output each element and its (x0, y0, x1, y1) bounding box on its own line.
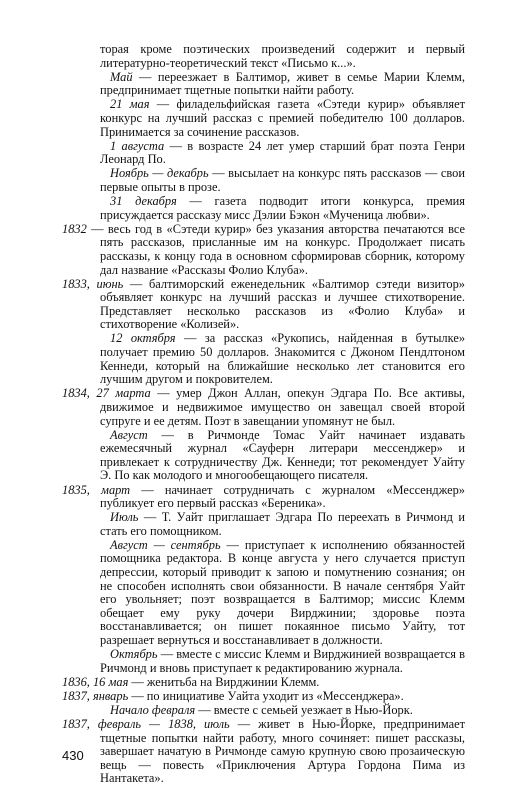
entry-text: — филадельфийская газета «Сэтеди курир» объявляет конкурс на лучший рассказ с премией победителю 100 долларов. Принимается за сочинение рассказов. (100, 97, 465, 139)
chronology-paragraph (100, 140, 465, 167)
chronology-entry (62, 690, 465, 704)
entry-text: — начинает сотрудничать с журналом «Мессенджер» публикует его первый рассказ «Береника». (100, 482, 465, 511)
entry-date: 1 августа (110, 138, 165, 153)
entry-text: — газета подводит итоги конкурса, премия присуждается рассказу мисс Дэлии Бэкон «Мученица любви». (100, 194, 465, 222)
entry-date: Ноябрь — декабрь (110, 166, 209, 181)
entry-date: 1832 (62, 221, 87, 236)
entry-date: 12 октября (110, 331, 176, 346)
chronology-paragraph (100, 704, 465, 718)
entry-date: Начало февраля (110, 703, 196, 717)
entry-date: 1833, июнь (62, 276, 124, 291)
entry-text: — в Ричмонде Томас Уайт начинает издавать ежемесячный журнал «Сауферн литерари мессенджер» и привлекает к сотрудничеству Дж. Кеннеди; тот рекомендует Уайту Э. По как молодого и многообещающего писателя. (100, 427, 465, 483)
entry-text: — живет в Нью-Йорке, предпринимает тщетные попытки найти работу, много сочиняет: пишет рассказы, завершает начатую в Ричмонде самую крупную свою прозаическую вещь — повесть «Приключения Артура Гордона Пима из Нантакета». (100, 717, 465, 786)
chronology-paragraph (100, 332, 465, 386)
entry-date: Август (110, 427, 148, 442)
chronology-entry (62, 387, 465, 428)
chronology-paragraph (100, 167, 465, 194)
chronology-entry (62, 484, 465, 511)
entry-date: 1837, февраль — 1838, июль (62, 717, 230, 732)
chronology-paragraph (100, 511, 465, 538)
entry-date: 21 мая (110, 97, 150, 112)
chronology-paragraph (100, 71, 465, 98)
chronology-paragraph (100, 195, 465, 222)
entry-text: — высылает на конкурс пять рассказов — свои первые опыты в прозе. (100, 166, 465, 194)
chronology-entry (62, 718, 465, 786)
entry-text: — по инициативе Уайта уходит из «Мессенджера». (128, 688, 404, 703)
entry-text: — приступает к исполнению обязанностей помощника редактора. В конце августа у него случается приступ депрессии, который приводит к запою и помутнению сознания; он не способен исполнять свои обязанности. В начале сентября Уайт его увольняет; поэт возвращается в Балтимор; миссис Клемм обещает ему руку дочери Вирджинии; здоровье поэта восстанавливается; он пишет покаянное письмо Уайту, тот разрешает вернуться и восстанавливает в должности. (100, 537, 465, 648)
chronology-entry (62, 223, 465, 277)
entry-date: 1834, 27 марта (62, 386, 151, 401)
entry-date: Июль (110, 510, 139, 525)
entry-date: Октябрь (110, 647, 158, 662)
entry-text: — за рассказ «Рукопись, найденная в бутылке» получает премию 50 долларов. Знакомится с Джоном Пендлтоном Кеннеди, который на ближайшие несколько лет становится его лучшим другом и покровителем. (100, 331, 466, 387)
chronology-paragraph (100, 43, 465, 70)
entry-date: 1837, январь (62, 688, 129, 703)
entry-text: — переезжает в Балтимор, живет в семье Марии Клемм, предпринимает тщетные попытки найти работу. (100, 69, 465, 98)
entry-text: — в возрасте 24 лет умер старший брат поэта Генри Леонард По. (100, 138, 465, 167)
page-number: 430 (62, 748, 84, 763)
chronology-paragraph (100, 429, 465, 483)
entry-text: торая кроме поэтических произведений содержит и первый литературно-теоретический текст «Письмо к...». (100, 42, 465, 70)
entry-text: — вместе с миссис Клемм и Вирджинией возвращается в Ричмонд и вновь приступает к редактированию журнала. (100, 647, 465, 675)
chronology-paragraph (100, 98, 465, 139)
entry-text: — вместе с семьей уезжает в Нью-Йорк. (195, 703, 413, 717)
chronology-text (62, 43, 465, 787)
entry-date: Август — сентябрь (110, 537, 221, 552)
entry-date: 31 декабря (110, 194, 177, 209)
entry-date: 1835, март (62, 482, 131, 497)
chronology-paragraph (100, 648, 465, 675)
chronology-entry (62, 676, 465, 690)
chronology-paragraph (100, 539, 465, 648)
entry-text: — женитьба на Вирджинии Клемм. (128, 674, 320, 689)
chronology-entry (62, 278, 465, 332)
entry-text: — весь год в «Сэтеди курир» без указания авторства печатаются все пять рассказов, присланные им на конкурс. Продолжает писать рассказы, к концу года в основном сформировав сборник, которому дал название «Рассказы Фолио Клуба». (86, 221, 465, 277)
entry-date: 1836, 16 мая (62, 674, 129, 689)
entry-date: Май (110, 69, 133, 84)
entry-text: — балтиморский еженедельник «Балтимор сэтеди визитор» объявляет конкурс на лучший рассказ и лучшее стихотворение. Представляет несколько рассказов из «Фолио Клуба» и стихотворение «Колизей». (100, 276, 465, 332)
entry-text: — Т. Уайт приглашает Эдгара По переехать в Ричмонд и стать его помощником. (100, 510, 465, 538)
entry-text: — умер Джон Аллан, опекун Эдгара По. Все активы, движимое и недвижимое имущество он завещал своей второй супруге и ее детям. Поэт в завещании упомянут не был. (100, 386, 465, 428)
